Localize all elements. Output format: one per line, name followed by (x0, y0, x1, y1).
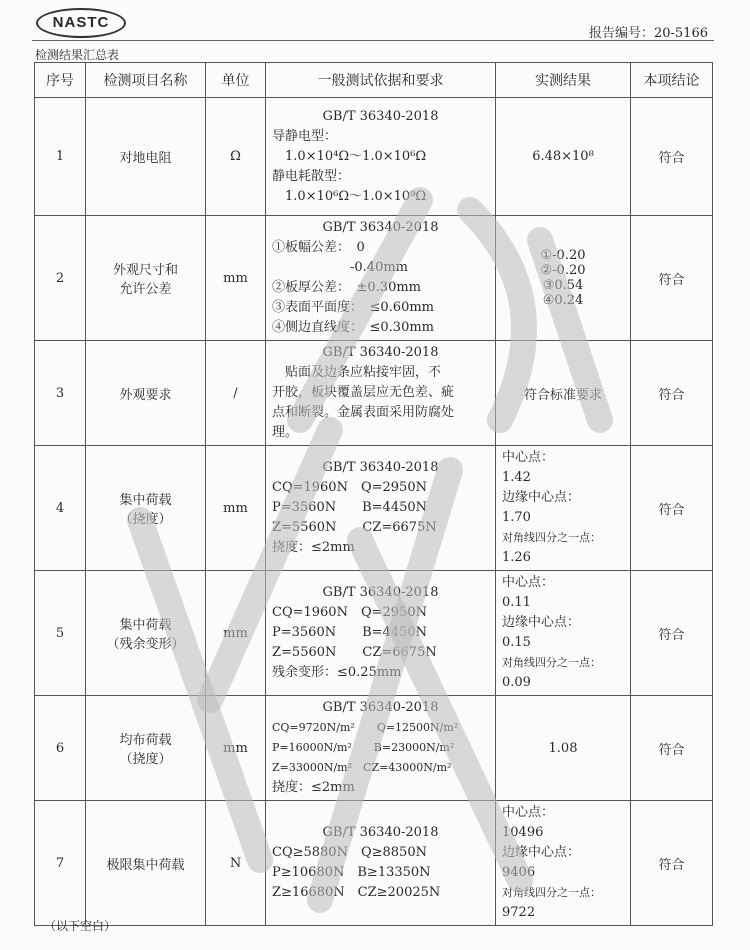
cell-line: （挠度） (119, 512, 172, 527)
cell-line: CQ≥5880N Q≥8850N (272, 845, 427, 860)
cell-line: 0.09 (502, 675, 531, 690)
conclusion: 符合 (631, 571, 713, 696)
cell-line: 边缘中心点： (502, 845, 581, 860)
cell-line: 1.26 (502, 550, 531, 565)
cell-line: （挠度） (119, 752, 172, 767)
measured-result (496, 801, 631, 926)
requirement (266, 446, 496, 571)
cell-line: 导静电型： (272, 128, 338, 144)
cell-line: 开胶，板块覆盖层应无色差、疵 (272, 385, 455, 400)
unit: mm (206, 571, 266, 696)
row-number: 5 (35, 571, 86, 696)
cell-line: （残余变形） (106, 637, 185, 652)
item-name (86, 801, 206, 926)
cell-line: ④侧边直线度： ≤0.30mm (272, 320, 434, 335)
table-header-row (35, 63, 713, 98)
cell-line: GB/T 36340-2018 (322, 825, 439, 840)
unit: N (206, 801, 266, 926)
table-row (35, 216, 713, 341)
cell-line: GB/T 36340-2018 (322, 108, 439, 124)
cell-line: 0.11 (502, 595, 531, 610)
header-divider (32, 40, 714, 41)
requirement (266, 98, 496, 216)
cell-line: 1.70 (502, 510, 531, 525)
cell-line: P≥10680N B≥13350N (272, 865, 431, 880)
row-number: 4 (35, 446, 86, 571)
measured-result (496, 446, 631, 571)
nastc-logo: NASTC (36, 8, 126, 38)
cell-line: 边缘中心点： (502, 490, 581, 505)
cell-line: GB/T 36340-2018 (322, 220, 439, 235)
table-caption: 检测结果汇总表 (35, 48, 120, 62)
conclusion: 符合 (631, 341, 713, 446)
unit: mm (206, 216, 266, 341)
cell-line: 对地电阻 (119, 151, 172, 166)
cell-line: GB/T 36340-2018 (322, 585, 439, 600)
cell-line: 符合标准要求 (523, 387, 602, 403)
cell-line: ②板厚公差： ±0.30mm (272, 280, 421, 295)
footer-note: （以下空白） (44, 919, 117, 933)
row-number: 6 (35, 696, 86, 801)
cell-line: 1.08 (548, 740, 578, 756)
cell-line: 1.42 (502, 470, 531, 485)
item-name (86, 446, 206, 571)
measured-result (496, 98, 631, 216)
cell-line: 集中荷载 (119, 493, 172, 508)
conclusion: 符合 (631, 98, 713, 216)
cell-line: 中心点： (502, 450, 555, 465)
cell-line: Z=33000N/m² CZ=43000N/m² (272, 761, 452, 774)
requirement (266, 571, 496, 696)
report-number: 报告编号：20-5166 (588, 26, 708, 41)
cell-line: 6.48×10⁸ (532, 149, 594, 164)
table-row (35, 696, 713, 801)
cell-line: ②-0.20 (540, 263, 586, 278)
cell-line: 中心点： (502, 805, 555, 820)
cell-line: 1.0×10⁶Ω～1.0×10⁹Ω (272, 188, 427, 204)
table-row (35, 341, 713, 446)
cell-line: 边缘中心点： (502, 615, 581, 630)
item-name (86, 571, 206, 696)
cell-line: 对角线四分之一点： (502, 531, 601, 544)
column-header: 单位 (206, 63, 266, 98)
cell-line: 贴面及边条应粘接牢固，不 (272, 365, 442, 380)
row-number: 2 (35, 216, 86, 341)
conclusion: 符合 (631, 801, 713, 926)
requirement (266, 341, 496, 446)
item-name (86, 98, 206, 216)
unit: mm (206, 696, 266, 801)
table-row (35, 446, 713, 571)
cell-line: Z=5560N CZ=6675N (272, 645, 437, 660)
unit: / (206, 341, 266, 446)
item-name (86, 216, 206, 341)
measured-result (496, 341, 631, 446)
cell-line: GB/T 36340-2018 (322, 345, 439, 360)
unit: Ω (206, 98, 266, 216)
cell-line: 允许公差 (119, 282, 172, 297)
measured-result (496, 216, 631, 341)
cell-line: 9722 (502, 905, 536, 920)
cell-line: 挠度：≤2mm (272, 540, 355, 555)
cell-line: CQ=1960N Q=2950N (272, 480, 427, 495)
row-number: 3 (35, 341, 86, 446)
cell-line: CQ=1960N Q=2950N (272, 605, 427, 620)
column-header: 检测项目名称 (86, 63, 206, 98)
cell-line: 10496 (502, 825, 544, 840)
cell-line: 挠度：≤2mm (272, 780, 355, 795)
table-row (35, 98, 713, 216)
cell-line: ①板幅公差： 0 (272, 240, 365, 255)
cell-line: 点和断裂。金属表面采用防腐处 (272, 405, 455, 420)
requirement (266, 216, 496, 341)
cell-line: P=3560N B=4450N (272, 625, 428, 640)
cell-line: 均布荷载 (119, 733, 172, 748)
cell-line: GB/T 36340-2018 (322, 460, 439, 475)
item-name (86, 696, 206, 801)
column-header: 本项结论 (631, 63, 713, 98)
cell-line: 理。 (272, 425, 299, 440)
table-row (35, 801, 713, 926)
cell-line: -0.40mm (272, 260, 408, 275)
cell-line: 0.15 (502, 635, 531, 650)
cell-line: CQ=9720N/m² Q=12500N/m² (272, 721, 459, 734)
cell-line: 静电耗散型： (272, 168, 351, 184)
cell-line: 外观要求 (119, 387, 172, 403)
cell-line: ④0.24 (542, 293, 584, 308)
results-table (34, 62, 713, 926)
item-name (86, 341, 206, 446)
cell-line: 极限集中荷载 (106, 857, 185, 873)
cell-line: ③0.54 (542, 278, 584, 293)
requirement (266, 801, 496, 926)
cell-line: 外观尺寸和 (112, 263, 178, 278)
row-number: 7 (35, 801, 86, 926)
cell-line: 对角线四分之一点： (502, 656, 601, 669)
requirement (266, 696, 496, 801)
cell-line: Z≥16680N CZ≥20025N (272, 885, 441, 900)
conclusion: 符合 (631, 216, 713, 341)
conclusion: 符合 (631, 696, 713, 801)
row-number: 1 (35, 98, 86, 216)
cell-line: 残余变形：≤0.25mm (272, 665, 402, 680)
cell-line: ①-0.20 (540, 248, 586, 263)
cell-line: P=16000N/m² B=23000N/m² (272, 741, 455, 754)
cell-line: 中心点： (502, 575, 555, 590)
column-header: 序号 (35, 63, 86, 98)
conclusion: 符合 (631, 446, 713, 571)
column-header: 一般测试依据和要求 (266, 63, 496, 98)
column-header: 实测结果 (496, 63, 631, 98)
cell-line: 1.0×10⁴Ω～1.0×10⁶Ω (272, 148, 427, 164)
cell-line: 集中荷载 (119, 618, 172, 633)
cell-line: P=3560N B=4450N (272, 500, 428, 515)
measured-result (496, 696, 631, 801)
measured-result (496, 571, 631, 696)
cell-line: Z=5560N CZ=6675N (272, 520, 437, 535)
table-row (35, 571, 713, 696)
cell-line: GB/T 36340-2018 (322, 700, 439, 715)
unit: mm (206, 446, 266, 571)
cell-line: 9406 (502, 865, 536, 880)
cell-line: ③表面平面度： ≤0.60mm (272, 300, 434, 315)
cell-line: 对角线四分之一点： (502, 886, 601, 899)
